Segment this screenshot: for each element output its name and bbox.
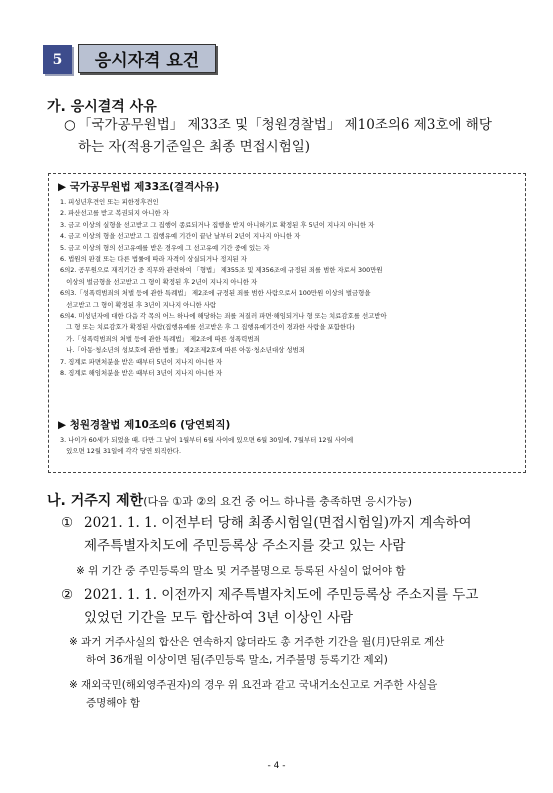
list-item: 4. 금고 이상의 형을 선고받고 그 집행유예 기간이 끝난 날부터 2년이 지나지 아니한 자 bbox=[60, 232, 301, 241]
item1-line1: 2021. 1. 1. 이전부터 당해 최종시험일(면접시험일)까지 계속하여 bbox=[84, 515, 472, 531]
list-item: 5. 금고 이상의 형의 선고유예를 받은 경우에 그 선고유예 기간 중에 있는 자 bbox=[60, 243, 270, 252]
note2-line1: ※ 과거 거주사실의 합산은 연속하지 않더라도 총 거주한 기간을 월(月)단위로 계산 bbox=[69, 636, 445, 648]
part-a-heading: 가. 응시결격 사유 bbox=[47, 99, 157, 115]
list-item: 6의3.「성폭력범죄의 처벌 등에 관한 특례법」 제2조에 규정된 죄를 범한 사람으로서 100만원 이상의 벌금형을 bbox=[60, 289, 371, 298]
part-a-bullet: ○ bbox=[64, 117, 76, 133]
list-item: 3. 나이가 60세가 되었을 때. 다만 그 날이 1월부터 6월 사이에 있으면 6월 30일에, 7월부터 12월 사이에 bbox=[60, 436, 354, 444]
list-item: 있으면 12월 31일에 각각 당연 퇴직한다. bbox=[60, 447, 181, 456]
list-item: 이상의 벌금형을 선고받고 그 형이 확정된 후 2년이 지나지 아니한 자 bbox=[60, 277, 258, 286]
list-item: 선고받고 그 형이 확정된 후 3년이 지나지 아니한 사람 bbox=[60, 300, 217, 309]
list-item: 6의2. 공무원으로 재직기간 중 직무와 관련하여 「형법」 제355조 및 제356조에 규정된 죄를 범한 자로서 300만원 bbox=[60, 266, 383, 275]
list-item: 7. 징계로 파면처분을 받은 때부터 5년이 지나지 아니한 자 bbox=[60, 357, 223, 366]
list-item: 8. 징계로 해임처분을 받은 때부터 3년이 지나지 아니한 자 bbox=[60, 369, 223, 378]
disqualification-list bbox=[60, 197, 387, 380]
list-item: 3. 금고 이상의 실형을 선고받고 그 집행이 종료되거나 집행을 받지 아니하기로 확정된 후 5년이 지나지 아니한 자 bbox=[60, 220, 375, 229]
list-item: 2. 파산선고를 받고 복권되지 아니한 자 bbox=[60, 209, 169, 218]
item1-line2: 제주특별자치도에 주민등록상 주소지를 갖고 있는 사람 bbox=[84, 538, 406, 554]
part-b-heading-note: (다음 ①과 ②의 요건 중 어느 하나를 충족하면 응시가능) bbox=[143, 495, 413, 508]
section-title: 응시자격 요건 bbox=[78, 44, 216, 73]
part-a-para-line1: 「국가공무원법」 제33조 및「청원경찰법」 제10조의6 제3호에 해당 bbox=[78, 117, 492, 133]
note2-line2: 하여 36개월 이상이면 됨(주민등록 말소, 거주불명 등록기간 제외) bbox=[86, 654, 388, 666]
list-item: 나.「아동·청소년의 성보호에 관한 법률」 제2조제2호에 따른 아동·청소년대상 성범죄 bbox=[60, 346, 305, 355]
item2-line2: 있었던 기간을 모두 합산하여 3년 이상인 사람 bbox=[84, 610, 354, 626]
box-heading-civil-service-act: ▶ 국가공무원법 제33조(결격사유) bbox=[58, 181, 220, 193]
part-a-para-line2: 하는 자(적용기준일은 최종 면접시험일) bbox=[78, 139, 311, 155]
note3-line1: ※ 재외국민(해외영주권자)의 경우 위 요건과 같고 국내거소신고로 거주한 사실을 bbox=[69, 679, 438, 691]
item2-line1: 2021. 1. 1. 이전까지 제주특별자치도에 주민등록상 주소지를 두고 bbox=[84, 587, 479, 603]
note3-line2: 증명해야 함 bbox=[86, 697, 141, 709]
part-b-heading-row bbox=[47, 490, 412, 510]
item1-number: ① bbox=[61, 515, 74, 531]
list-item: 가.「성폭력범죄의 처벌 등에 관한 특례법」 제2조에 따른 성폭력범죄 bbox=[60, 334, 260, 343]
section-number: 5 bbox=[43, 45, 72, 74]
box-heading-police-act: ▶ 청원경찰법 제10조의6 (당연퇴직) bbox=[58, 419, 231, 431]
retirement-list bbox=[60, 435, 353, 458]
page-number: - 4 - bbox=[267, 761, 286, 771]
part-b-heading: 나. 거주지 제한 bbox=[47, 493, 144, 509]
list-item: 6. 법원의 판결 또는 다른 법률에 따라 자격이 상실되거나 정지된 자 bbox=[60, 255, 247, 264]
list-item: 그 형 또는 치료감호가 확정된 사람(집행유예를 선고받은 후 그 집행유예기간이 경과한 사람을 포함한다) bbox=[60, 323, 355, 332]
item1-note: ※ 위 기간 중 주민등록의 말소 및 거주불명으로 등록된 사실이 없어야 함 bbox=[76, 565, 406, 577]
list-item: 1. 피성년후견인 또는 피한정후견인 bbox=[60, 198, 159, 206]
list-item: 6의4. 미성년자에 대한 다음 각 목의 어느 하나에 해당하는 죄를 저질러 파면·해임되거나 형 또는 치료감호를 선고받아 bbox=[60, 312, 387, 321]
item2-number: ② bbox=[61, 587, 74, 603]
